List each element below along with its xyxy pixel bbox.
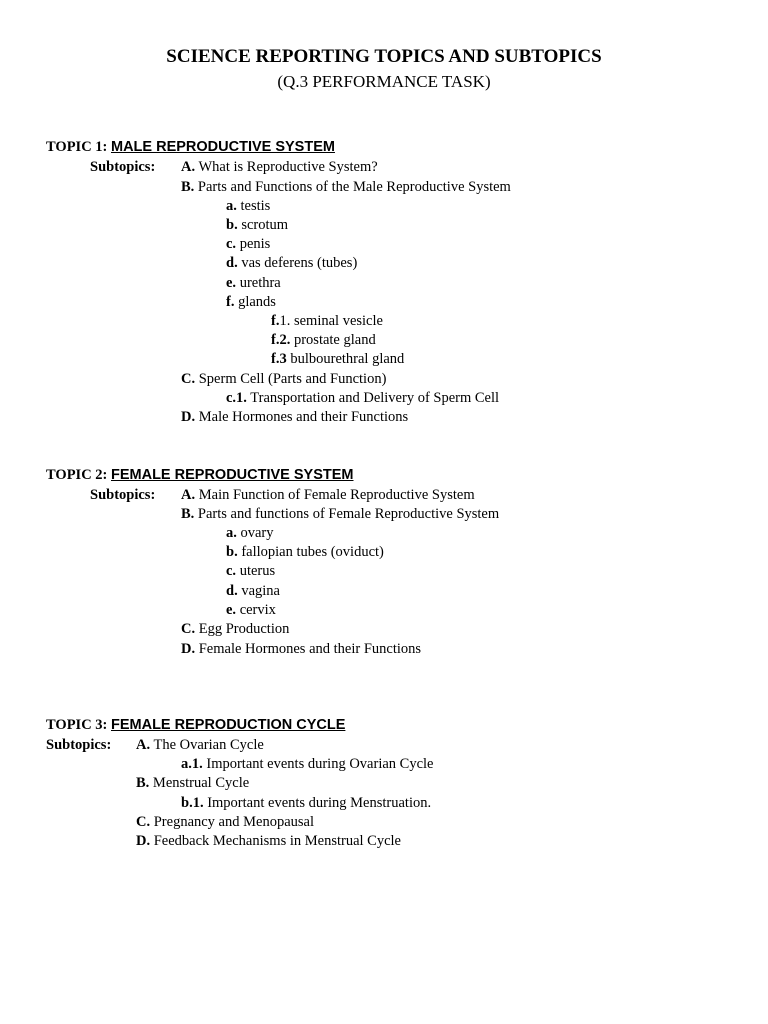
subtopic-item: c.1. Transportation and Delivery of Sperm Cell bbox=[226, 390, 500, 406]
topic-prefix: TOPIC 3: bbox=[46, 717, 111, 733]
topic-prefix: TOPIC 1: bbox=[46, 139, 111, 155]
subtopic-item: D. Feedback Mechanisms in Menstrual Cycle bbox=[136, 833, 401, 849]
topic-1-heading bbox=[46, 138, 335, 157]
subtopic-item: a. ovary bbox=[226, 525, 274, 541]
subtopic-item: f.2. prostate gland bbox=[271, 332, 376, 348]
subtopic-item: f.3 bulbourethral gland bbox=[271, 351, 405, 367]
subtopic-item: C. Egg Production bbox=[181, 621, 290, 637]
subtopic-item: B. Parts and functions of Female Reproductive System bbox=[181, 506, 500, 522]
subtopic-item: C. Sperm Cell (Parts and Function) bbox=[181, 371, 387, 387]
subtopic-item: D. Male Hormones and their Functions bbox=[181, 409, 409, 425]
document-subtitle: (Q.3 PERFORMANCE TASK) bbox=[277, 72, 491, 91]
subtopic-item: A. What is Reproductive System? bbox=[181, 159, 378, 175]
subtopic-item: D. Female Hormones and their Functions bbox=[181, 641, 422, 657]
topic-name: MALE REPRODUCTIVE SYSTEM bbox=[111, 139, 335, 155]
subtopics-label: Subtopics: bbox=[46, 737, 112, 753]
subtopic-item: c. uterus bbox=[226, 563, 276, 579]
subtopic-item: a.1. Important events during Ovarian Cycle bbox=[181, 756, 434, 772]
topic-3-heading bbox=[46, 716, 345, 735]
subtopic-item: B. Parts and Functions of the Male Reproductive System bbox=[181, 179, 511, 195]
subtopics-label: Subtopics: bbox=[90, 159, 156, 175]
document-title: SCIENCE REPORTING TOPICS AND SUBTOPICS bbox=[166, 46, 602, 67]
subtopic-item: e. cervix bbox=[226, 602, 276, 618]
subtopic-item: b.1. Important events during Menstruation. bbox=[181, 795, 432, 811]
subtopics-label: Subtopics: bbox=[90, 487, 156, 503]
subtopic-item: B. Menstrual Cycle bbox=[136, 775, 250, 791]
subtopic-item: d. vagina bbox=[226, 583, 280, 599]
topic-prefix: TOPIC 2: bbox=[46, 467, 111, 483]
subtopic-item: d. vas deferens (tubes) bbox=[226, 255, 358, 271]
subtopic-item: C. Pregnancy and Menopausal bbox=[136, 814, 314, 830]
subtopic-item: A. The Ovarian Cycle bbox=[136, 737, 264, 753]
topic-name: FEMALE REPRODUCTION CYCLE bbox=[111, 717, 346, 733]
subtopic-item: c. penis bbox=[226, 236, 271, 252]
topic-name: FEMALE REPRODUCTIVE SYSTEM bbox=[111, 467, 354, 483]
subtopic-item: e. urethra bbox=[226, 275, 281, 291]
subtopic-item: a. testis bbox=[226, 198, 271, 214]
subtopic-item: f.1. seminal vesicle bbox=[271, 313, 383, 329]
topic-2-heading bbox=[46, 466, 354, 485]
subtopic-item: f. glands bbox=[226, 294, 276, 310]
subtopic-item: b. fallopian tubes (oviduct) bbox=[226, 544, 384, 560]
subtopic-item: b. scrotum bbox=[226, 217, 289, 233]
subtopic-item: A. Main Function of Female Reproductive System bbox=[181, 487, 475, 503]
